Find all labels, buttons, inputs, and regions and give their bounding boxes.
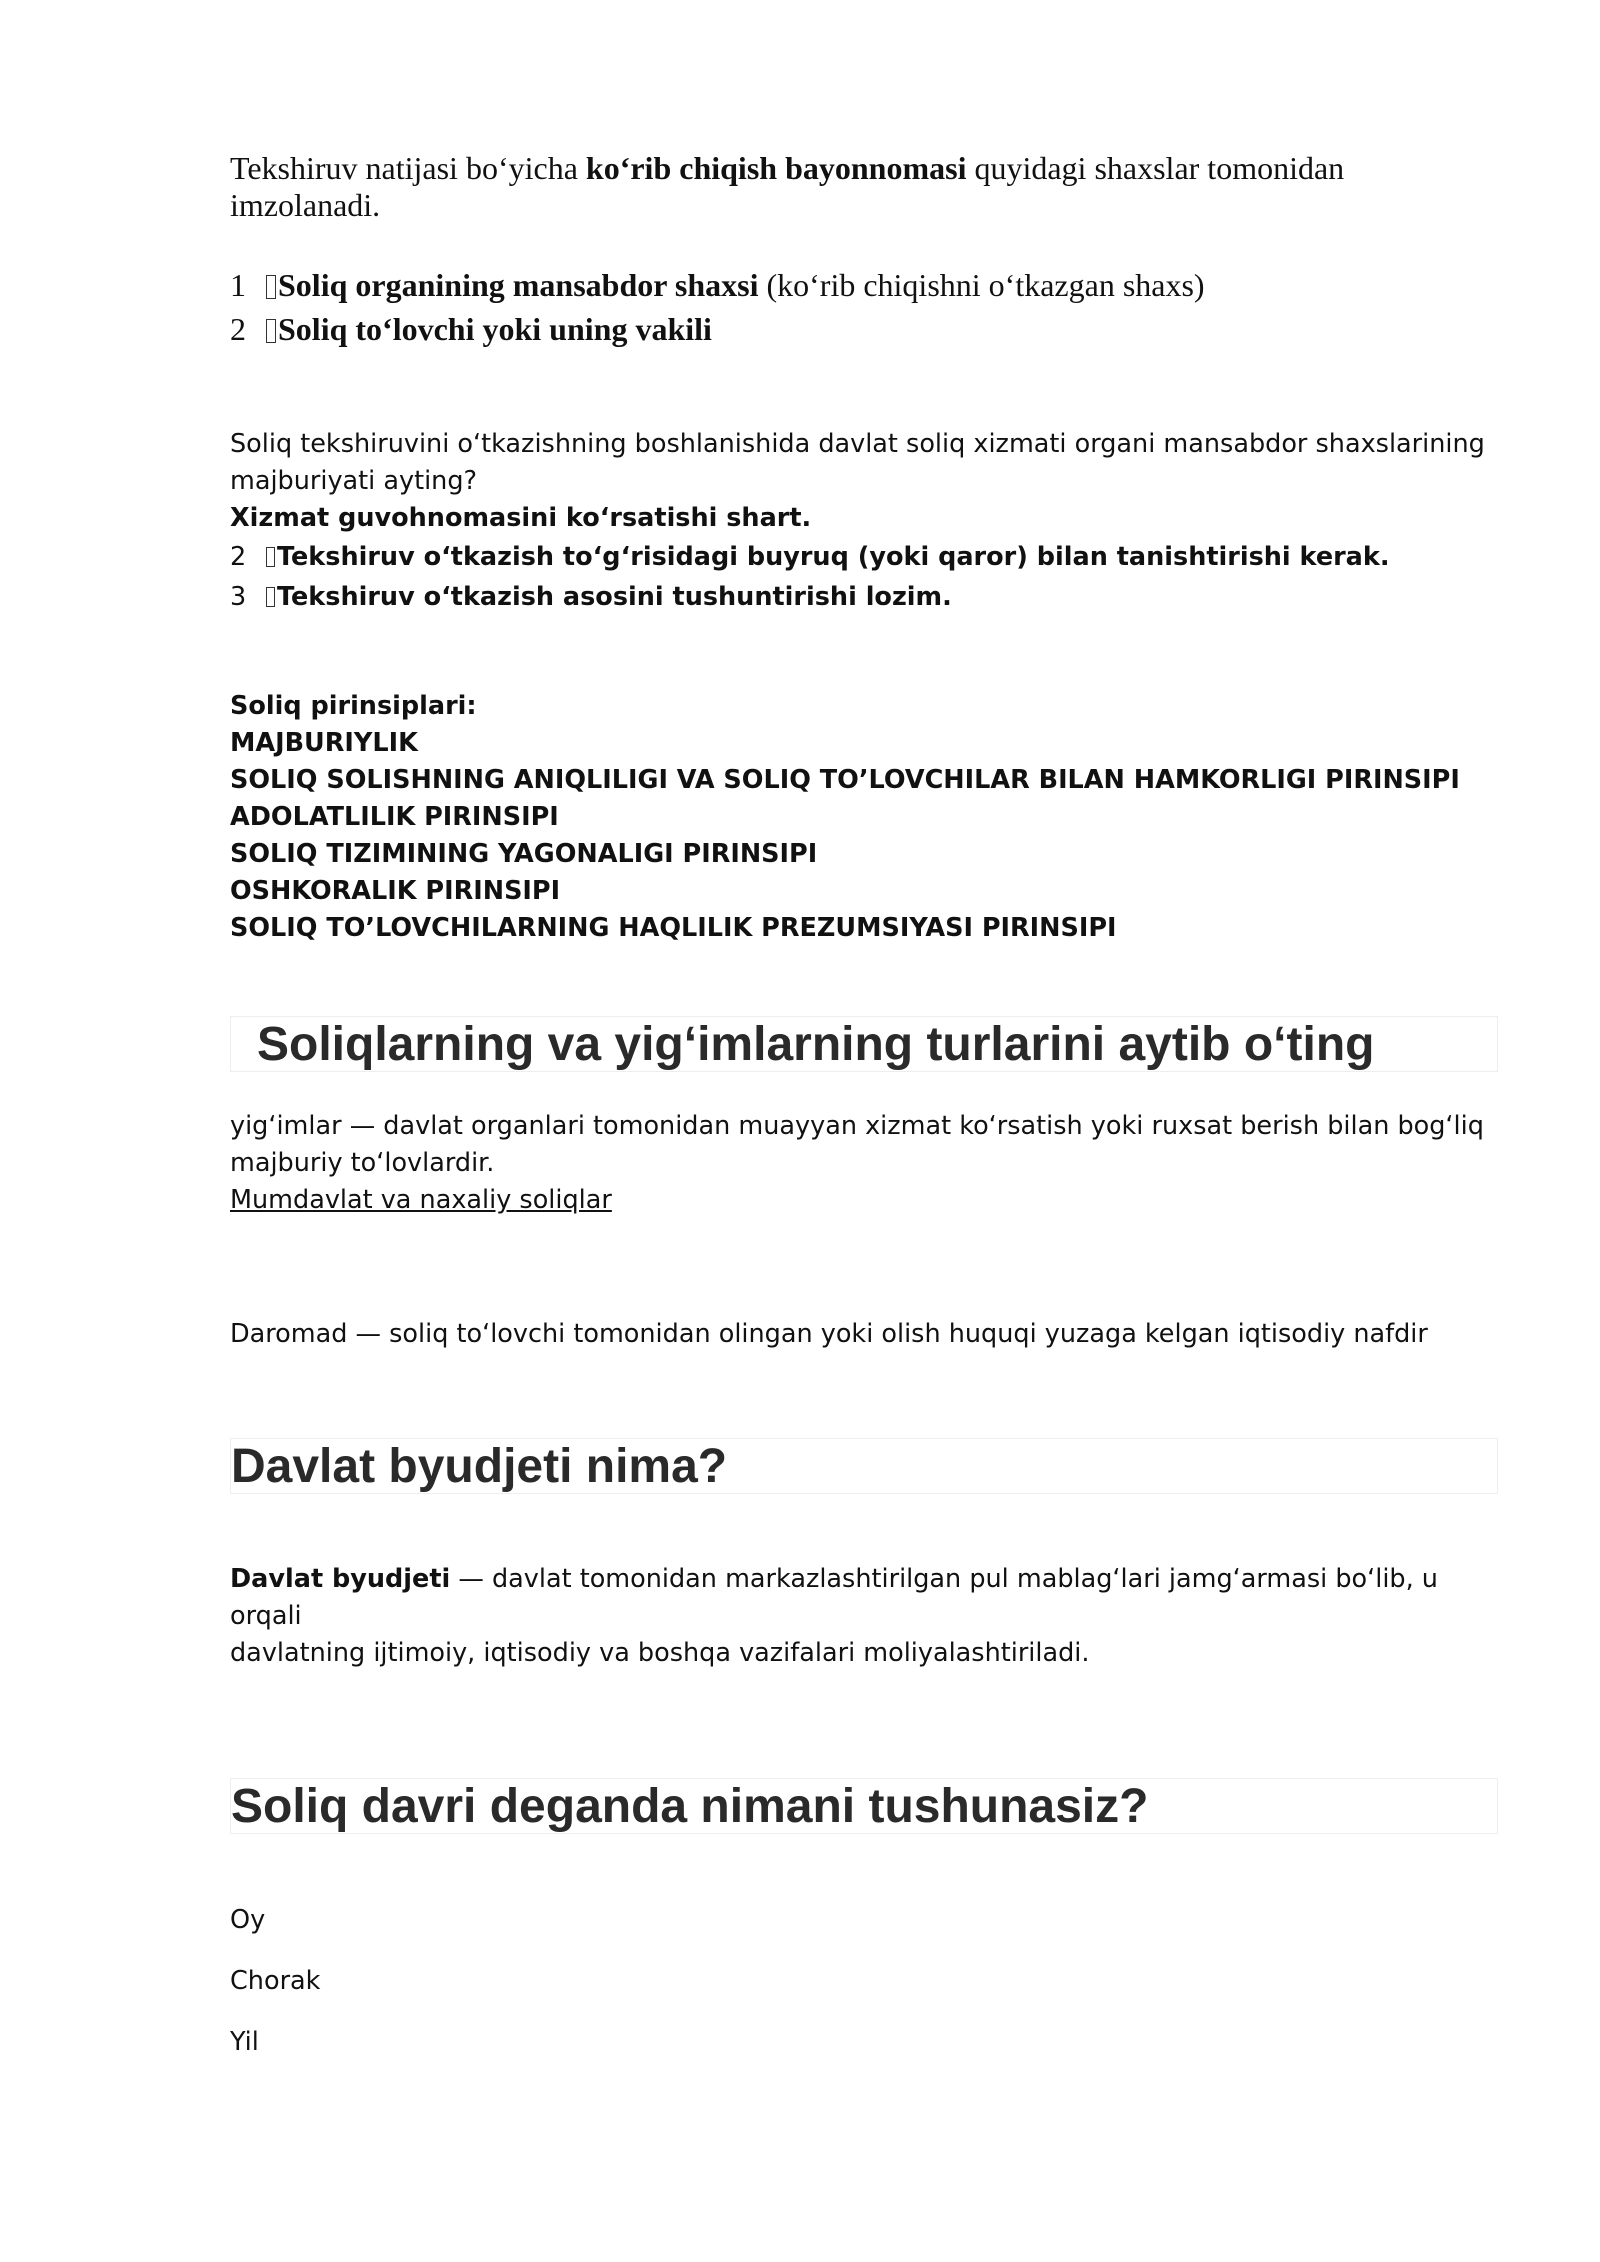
list-item: Oy: [230, 1905, 266, 1935]
paragraph-line-2: majburiy to‘lovlardir.: [230, 1148, 495, 1178]
answer-text: Tekshiruv o‘tkazish asosini tushuntirishi lozim.: [277, 582, 952, 612]
paragraph-line-2: davlatning ijtimoiy, iqtisodiy va boshqa vazifalari moliyalashtiriladi.: [230, 1638, 1090, 1668]
list-item: OSHKORALIK PIRINSIPI: [230, 876, 561, 906]
paragraph-line-1: yig‘imlar — davlat organlari tomonidan muayyan xizmat ko‘rsatish yoki ruxsat berish bilan bog‘liq: [230, 1111, 1484, 1141]
intro-bold-text: ko‘rib chiqish bayonnomasi: [585, 150, 967, 186]
intro-line-1: [230, 150, 1500, 187]
intro-text: Tekshiruv natijasi bo‘yicha: [230, 150, 586, 186]
list-item: MAJBURIYLIK: [230, 728, 418, 758]
principles-list: [230, 688, 1500, 947]
list-number: 1: [230, 267, 246, 303]
signers-list: [230, 267, 1500, 355]
question-line-2: majburiyati ayting?: [230, 466, 478, 496]
signer-bold-text: Soliq to‘lovchi yoki uning vakili: [278, 311, 712, 347]
answer-item: [230, 537, 1500, 577]
answer-item: Xizmat guvohnomasini ko‘rsatishi shart.: [230, 503, 812, 533]
period-list: [230, 1902, 1500, 2085]
income-definition: Daromad — soliq to‘lovchi tomonidan olingan yoki olish huquqi yuzaga kelgan iqtisodiy nafdir: [230, 1319, 1428, 1349]
signer-note: (ko‘rib chiqishni o‘tkazgan shaxs): [758, 267, 1205, 303]
list-item: Chorak: [230, 1966, 321, 1996]
paragraph-line-1: — davlat tomonidan markazlashtirilgan pul mablag‘lari jamg‘armasi bo‘lib, u orqali: [230, 1564, 1438, 1631]
missing-glyph-icon: [266, 587, 275, 607]
section-heading: Soliq davri deganda nimani tushunasiz?: [230, 1778, 1498, 1834]
intro-line-2: imzolanadi.: [230, 187, 381, 223]
answer-text: Tekshiruv o‘tkazish to‘g‘risidagi buyruq (yoki qaror) bilan tanishtirishi kerak.: [277, 542, 1390, 572]
list-item: Yil: [230, 2027, 259, 2057]
intro-paragraph: [230, 150, 1500, 224]
missing-glyph-icon: [266, 275, 276, 299]
list-item: SOLIQ TIZIMINING YAGONALIGI PIRINSIPI: [230, 839, 818, 869]
section-heading: Soliqlarning va yig‘imlarning turlarini aytib o‘ting: [230, 1016, 1498, 1072]
types-paragraph: [230, 1108, 1500, 1219]
question-line-1: Soliq tekshiruvini o‘tkazishning boshlanishida davlat soliq xizmati organi mansabdor shaxslarining: [230, 429, 1485, 459]
missing-glyph-icon: [266, 319, 276, 343]
intro-text-continued: quyidagi shaxslar tomonidan: [966, 150, 1345, 186]
underlined-text: Mumdavlat va naxaliy soliqlar: [230, 1185, 612, 1215]
list-number: 3: [230, 582, 247, 612]
list-item: [230, 311, 1500, 355]
question-obligations: [230, 426, 1500, 617]
list-item: SOLIQ SOLISHNING ANIQLILIGI VA SOLIQ TO’LOVCHILAR BILAN HAMKORLIGI PIRINSIPI: [230, 765, 1460, 795]
budget-term: Davlat byudjeti: [230, 1564, 451, 1594]
budget-paragraph: [230, 1561, 1500, 1672]
missing-glyph-icon: [266, 547, 275, 567]
list-item: SOLIQ TO’LOVCHILARNING HAQLILIK PREZUMSIYASI PIRINSIPI: [230, 913, 1117, 943]
list-item: ADOLATLILIK PIRINSIPI: [230, 802, 559, 832]
signer-bold-text: Soliq organining mansabdor shaxsi: [278, 267, 759, 303]
list-number: 2: [230, 542, 247, 572]
principles-title: Soliq pirinsiplari:: [230, 691, 477, 721]
list-item: [230, 267, 1500, 311]
section-heading: Davlat byudjeti nima?: [230, 1438, 1498, 1494]
answer-item: [230, 577, 1500, 617]
list-number: 2: [230, 311, 246, 347]
